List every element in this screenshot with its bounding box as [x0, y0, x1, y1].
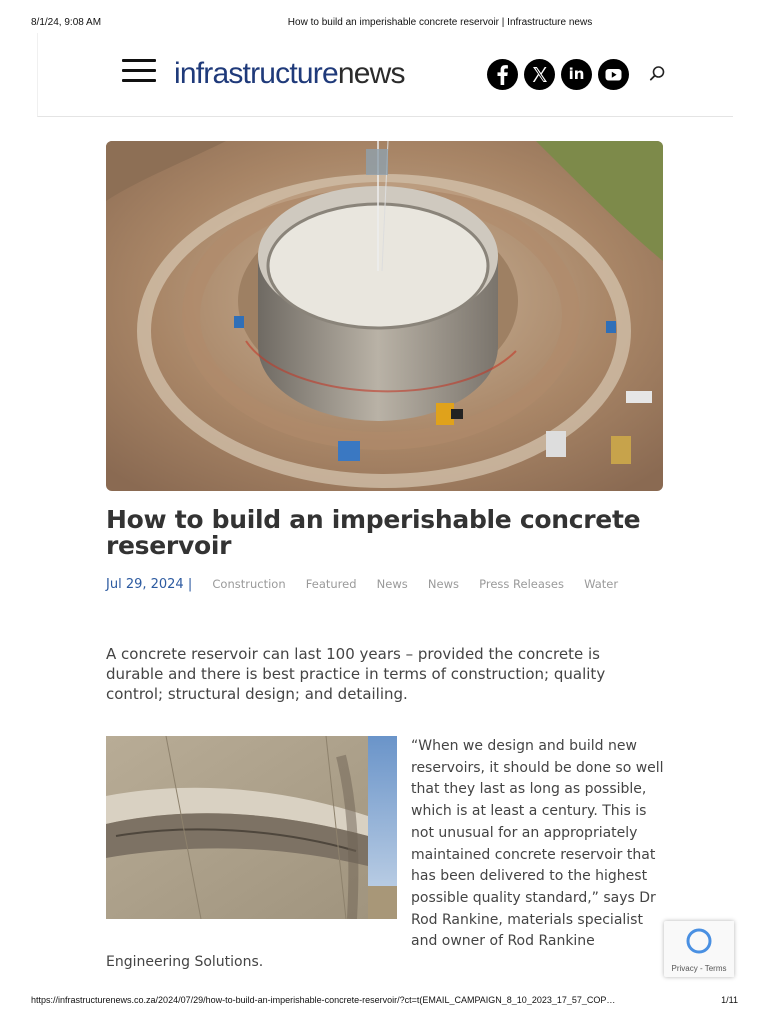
menu-icon[interactable]: [122, 59, 156, 81]
post-meta: [106, 577, 618, 592]
recaptcha-links[interactable]: Privacy - Terms: [671, 964, 727, 973]
category-link-water[interactable]: Water: [584, 577, 619, 591]
print-datetime: 8/1/24, 9:08 AM: [31, 17, 102, 28]
recaptcha-badge[interactable]: [664, 921, 734, 977]
linkedin-icon[interactable]: [561, 59, 592, 90]
hero-image: [106, 141, 663, 491]
print-page-title: How to build an imperishable concrete reservoir | Infrastructure news: [287, 17, 593, 28]
site-header: [37, 33, 733, 117]
concrete-wall-image: [106, 736, 397, 919]
search-icon[interactable]: [648, 65, 666, 83]
category-link-news[interactable]: News: [376, 577, 408, 591]
recaptcha-logo-icon: [664, 921, 734, 961]
post-date-separator: |: [187, 577, 193, 592]
category-link-press-releases[interactable]: Press Releases: [479, 577, 564, 591]
print-page-number: 1/11: [721, 995, 738, 1005]
print-footer: [0, 995, 768, 1009]
youtube-icon[interactable]: [598, 59, 629, 90]
article-lead: A concrete reservoir can last 100 years – provided the concrete is durable and there is best practice in terms of construction; quality control; structural design; and detailing.: [106, 645, 606, 703]
category-link-construction[interactable]: Construction: [212, 577, 286, 591]
post-date: Jul 29, 2024: [106, 577, 184, 592]
category-link-featured[interactable]: Featured: [305, 577, 357, 591]
site-logo[interactable]: [174, 59, 405, 89]
social-links: [487, 59, 629, 90]
x-icon[interactable]: [524, 59, 555, 90]
linkedin-label: in: [568, 64, 585, 83]
facebook-icon[interactable]: [487, 59, 518, 90]
print-url: https://infrastructurenews.co.za/2024/07/29/how-to-build-an-imperishable-concrete-reservoir/?ct=t(EMAIL_CAMPAIGN_8_10_2023_17_57_COP…: [31, 995, 616, 1005]
print-header: [0, 17, 768, 31]
article-quote-end: Engineering Solutions.: [106, 954, 264, 970]
logo-news: news: [337, 57, 405, 90]
article-quote: “When we design and build new reservoirs, it should be done so well that they last as long as possible, which is at least a century. This is not unusual for an appropriately maintained concrete reservoir that has been delivered to the highest possible quality standard,” says Dr Rod Rankine, materials specialist and owner of Rod Rankine: [411, 738, 664, 950]
logo-infrastructure: infrastructure: [174, 57, 338, 90]
article-title: How to build an imperishable concrete reservoir: [106, 505, 641, 560]
category-link-news-2[interactable]: News: [427, 577, 459, 591]
